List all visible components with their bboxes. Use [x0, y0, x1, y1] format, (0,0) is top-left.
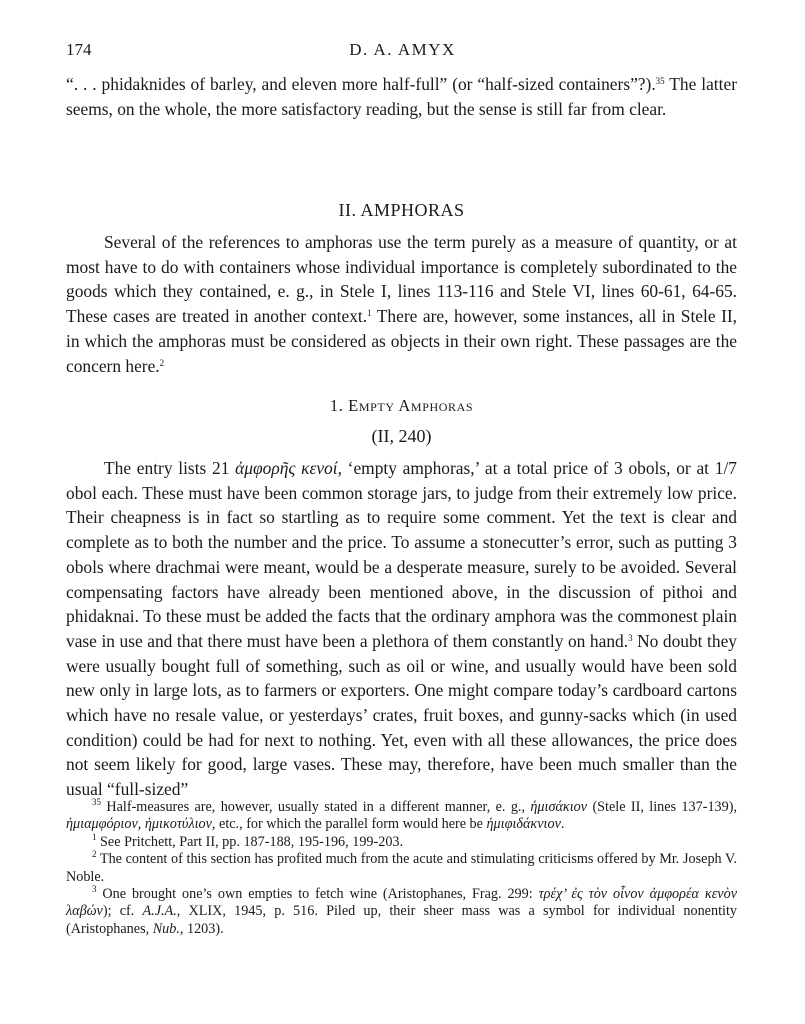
footnote-mark: 2 — [92, 849, 97, 860]
para2-text-end: No doubt they were usually bought full of something, such as oil or wine, and usually would have been sold new only in large lots, as to farmers or exporters. One might compare today’s cardboard cartons which have no resale value, or yesterdays’ crates, fruit boxes, and gunny-sacks which (in used condition) could be had for next to nothing. Yet, even with all these allowances, the price does not seem likely for good, large vases. These may, therefore, have been much smaller than the usual “full-sized” — [66, 630, 737, 800]
greek-phrase: ἡμιφιδάκνιον — [486, 816, 561, 833]
intro-text: “. . . phidaknides of barley, and eleven more half-full” (or “half-sized containers”?). — [66, 74, 656, 94]
footnote-text: The content of this section has profited much from the acute and stimulating criticisms offered by Mr. Joseph V. Noble. — [66, 851, 737, 885]
footnote-text: One brought one’s own empties to fetch wine (Aristophanes, Frag. 299: — [96, 886, 539, 903]
footnote-text: See Pritchett, Part II, pp. 187-188, 195-196, 199-203. — [96, 833, 404, 850]
para1-text: Several of the references to amphoras use the term purely as a measure of quantity, or at most have to do with containers whose individual importance is completely subordinated to the goods which they contained, e. g., in Stele I, lines 113-116 and Stele VI, lines 60-61, 64-65. These cases are treated in another context. — [66, 232, 737, 327]
footnote-text: ); cf. — [102, 903, 143, 920]
intro-text-cont: The latter seems, on the whole, the more satisfactory reading, but the sense is still far from clear. — [66, 74, 737, 119]
footnote-mark: 3 — [92, 884, 97, 895]
footnote-2 — [66, 851, 737, 886]
footnote-text: (Stele II, lines 137-139), — [587, 799, 737, 815]
intro-paragraph — [66, 72, 737, 121]
footnote-text: , XLIX, 1945, p. 516. Piled up, their sheer mass was a symbol for individual nonentity (Aristophanes, — [66, 903, 737, 937]
footnote-mark: 1 — [92, 831, 97, 842]
footnote-1 — [66, 831, 737, 851]
work-abbrev: Nub. — [152, 920, 180, 937]
footnote-3 — [66, 886, 737, 938]
para1-text-cont: There are, however, some instances, all in Stele II, in which the amphoras must be considered as objects in their own right. These passages are the concern here. — [66, 306, 737, 376]
section-paragraph-1 — [66, 230, 737, 378]
para2-text-cont: ‘empty amphoras,’ at a total price of 3 obols, or at 1/7 obol each. These must have been common storage jars, to judge from their extremely low price. Their cheapness is in fact so startling as to require some comment. Yet the text is clear and complete as to both the number and the price. To assume a stonecutter’s error, such as putting 3 obols where drachmai were meant, would be a desperate measure, surely to be avoided. Several compensating factors have already been mentioned above, in the discussion of pithoi and phidaknai. To these must be added the facts that the ordinary amphora was the commonest plain vase in use and that there must have been a plethora of them constantly on hand. — [66, 458, 737, 651]
footnote-ref-2: 2 — [159, 357, 165, 368]
footnote-text: etc., for which the parallel form would here be — [215, 816, 487, 833]
greek-phrase: ἡμιαμφόριον, ἡμικοτύλιον, — [66, 816, 216, 833]
footnote-ref-35: 35 — [655, 76, 665, 86]
footnote-ref-3: 3 — [628, 632, 633, 643]
footnote-35 — [66, 799, 737, 834]
section-title: II. AMPHORAS — [338, 200, 465, 220]
subsection-reference: (II, 240) — [371, 426, 432, 446]
footnote-mark: 35 — [92, 797, 101, 807]
para2-text: The entry lists 21 — [104, 458, 236, 478]
running-head: D. A. AMYX — [349, 40, 456, 59]
greek-phrase: ἀμφορῆς κενοί, — [235, 458, 342, 478]
footnote-text: Half-measures are, however, usually stated in a different manner, e. g., — [101, 799, 531, 815]
page-number: 174 — [66, 40, 92, 59]
footnotes — [66, 799, 737, 938]
journal-abbrev: A.J.A. — [142, 903, 177, 920]
subsection-name: Empty Amphoras — [348, 396, 474, 415]
page-header — [66, 40, 739, 64]
footnote-text: , 1203). — [179, 920, 224, 937]
footnote-text: . — [560, 816, 565, 833]
footnote-ref-1: 1 — [367, 308, 372, 319]
greek-phrase: ἡμισάκιον — [530, 799, 588, 815]
section-paragraph-2 — [66, 456, 737, 802]
subsection-number: 1. — [329, 396, 344, 415]
greek-phrase: τρέχ’ ἐς τὸν οἶνον ἀμφορέα κενὸν λαβών — [66, 886, 737, 920]
subsection-title — [66, 396, 737, 416]
